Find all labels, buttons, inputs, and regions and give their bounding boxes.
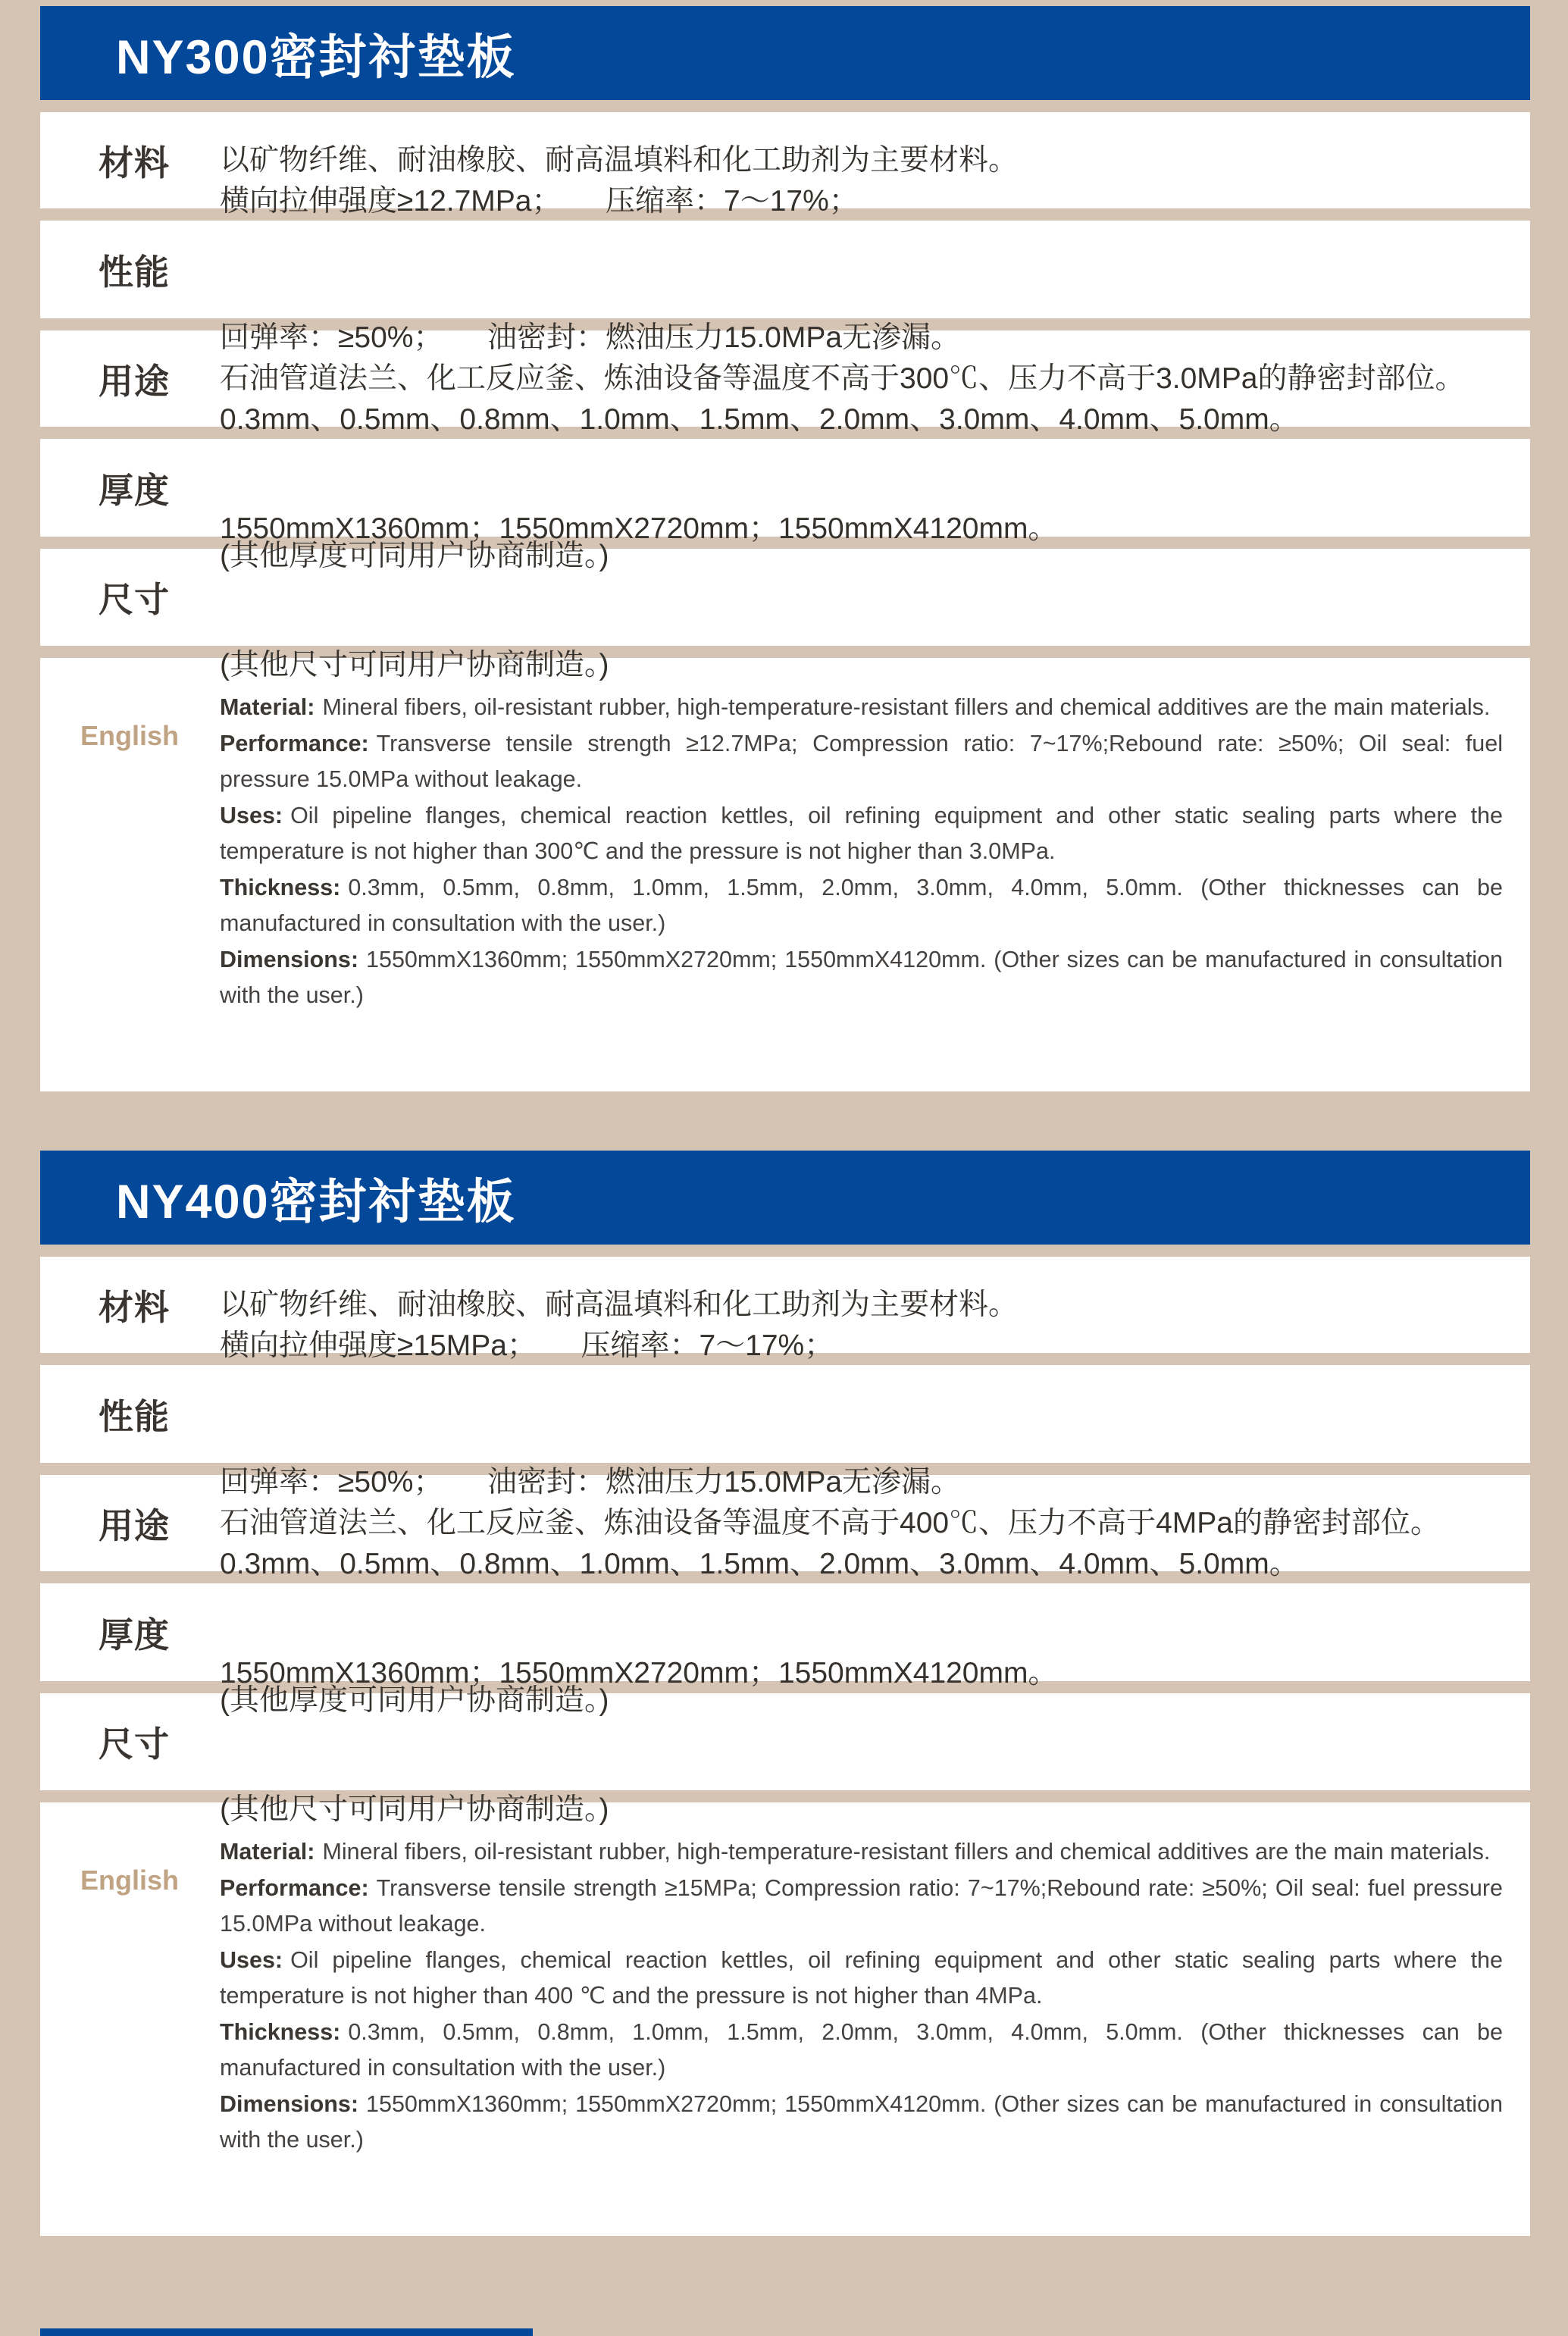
spec-line: 1550mmX1360mm；1550mmX2720mm；1550mmX4120mm。 — [220, 512, 1058, 545]
spec-line: 石油管道法兰、化工反应釜、炼油设备等温度不高于300℃、压力不高于3.0MPa的静密封部位。 — [220, 362, 1465, 395]
english-item-material — [220, 690, 1503, 726]
english-text-performance: Transverse tensile strength ≥12.7MPa; Compression ratio: 7~17%;Rebound rate: ≥50%; Oil seal: fuel pressure 15.0MPa without leakage. — [220, 730, 1503, 792]
spec-line: 0.3mm、0.5mm、0.8mm、1.0mm、1.5mm、2.0mm、3.0mm、4.0mm、5.0mm。 — [220, 402, 1299, 436]
spec-line: 横向拉伸强度≥12.7MPa； 压缩率：7～17%； — [220, 184, 859, 218]
spec-row-dimensions — [40, 1657, 1530, 1826]
english-section — [40, 1802, 1530, 2236]
english-head-uses: Uses: — [220, 802, 283, 828]
spec-label-material: 材料 — [99, 142, 170, 183]
spec-label-performance: 性能 — [99, 252, 170, 292]
spec-label-dimensions: 尺寸 — [99, 1724, 170, 1764]
spec-line: (其他厚度可同用户协商制造。) — [220, 1683, 609, 1717]
english-head-performance: Performance: — [220, 1874, 369, 1901]
spec-label-material: 材料 — [99, 1287, 170, 1327]
english-item-thickness — [220, 870, 1503, 942]
spec-row-dimensions — [40, 512, 1530, 681]
english-item-uses — [220, 1943, 1503, 2015]
english-item-material — [220, 1834, 1503, 1871]
spec-label-dimensions: 尺寸 — [99, 580, 170, 619]
english-head-performance: Performance: — [220, 730, 369, 756]
english-text-dimensions: 1550mmX1360mm; 1550mmX2720mm; 1550mmX4120mm. (Other sizes can be manufactured in consultation with the user.) — [220, 2090, 1503, 2153]
english-section — [40, 658, 1530, 1091]
spec-line: 回弹率：≥50%； 油密封：燃油压力15.0MPa无渗漏。 — [220, 321, 961, 354]
spec-line: 以矿物纤维、耐油橡胶、耐高温填料和化工助剂为主要材料。 — [220, 143, 1019, 177]
english-text-material: Mineral fibers, oil-resistant rubber, high-temperature-resistant fillers and chemical additives are the main materials. — [322, 694, 1491, 720]
english-head-uses: Uses: — [220, 1946, 283, 1973]
spec-line: 0.3mm、0.5mm、0.8mm、1.0mm、1.5mm、2.0mm、3.0mm、4.0mm、5.0mm。 — [220, 1547, 1299, 1580]
english-label: English — [80, 720, 180, 751]
spec-line: (其他尺寸可同用户协商制造。) — [220, 1793, 609, 1826]
spec-label-thickness: 厚度 — [99, 1614, 170, 1655]
english-text-dimensions: 1550mmX1360mm; 1550mmX2720mm; 1550mmX4120mm. (Other sizes can be manufactured in consultation with the user.) — [220, 946, 1503, 1008]
english-text-thickness: 0.3mm, 0.5mm, 0.8mm, 1.0mm, 1.5mm, 2.0mm, 3.0mm, 4.0mm, 5.0mm. (Other thicknesses can be manufactured in consultation with the user.) — [220, 874, 1503, 936]
english-content — [220, 1802, 1530, 2236]
spec-label-uses: 用途 — [99, 1505, 170, 1545]
spec-label-thickness: 厚度 — [99, 470, 170, 510]
spec-line: 回弹率：≥50%； 油密封：燃油压力15.0MPa无渗漏。 — [220, 1465, 961, 1498]
spec-line: 以矿物纤维、耐油橡胶、耐高温填料和化工助剂为主要材料。 — [220, 1288, 1019, 1321]
spec-line: 1550mmX1360mm；1550mmX2720mm；1550mmX4120mm。 — [220, 1657, 1058, 1689]
product-title: NY400密封衬垫板 — [116, 1175, 516, 1229]
english-item-dimensions — [220, 2087, 1503, 2159]
english-item-dimensions — [220, 942, 1503, 1014]
english-label: English — [80, 1865, 180, 1896]
english-head-thickness: Thickness: — [220, 2018, 341, 2045]
english-text-uses: Oil pipeline flanges, chemical reaction kettles, oil refining equipment and other static sealing parts where the temperature is not higher than 300℃ and the pressure is not higher than 3.0MPa. — [220, 802, 1503, 864]
spec-line: (其他厚度可同用户协商制造。) — [220, 539, 609, 572]
spec-line: 横向拉伸强度≥15MPa； 压缩率：7～17%； — [220, 1329, 834, 1362]
english-head-thickness: Thickness: — [220, 874, 341, 900]
english-item-performance — [220, 726, 1503, 798]
english-text-performance: Transverse tensile strength ≥15MPa; Compression ratio: 7~17%;Rebound rate: ≥50%; Oil seal: fuel pressure 15.0MPa without leakage. — [220, 1874, 1503, 1937]
product-section-ny300 — [40, 6, 1530, 1091]
next-section-header-cutoff — [40, 2328, 533, 2336]
english-head-dimensions: Dimensions: — [220, 946, 359, 972]
product-section-ny400 — [40, 1151, 1530, 2236]
english-head-material: Material: — [220, 694, 315, 720]
english-item-thickness — [220, 2015, 1503, 2087]
english-head-material: Material: — [220, 1839, 315, 1865]
english-text-material: Mineral fibers, oil-resistant rubber, high-temperature-resistant fillers and chemical additives are the main materials. — [322, 1839, 1491, 1865]
english-text-thickness: 0.3mm, 0.5mm, 0.8mm, 1.0mm, 1.5mm, 2.0mm, 3.0mm, 4.0mm, 5.0mm. (Other thicknesses can be manufactured in consultation with the user.) — [220, 2018, 1503, 2081]
product-title: NY300密封衬垫板 — [116, 30, 516, 84]
spec-line: 石油管道法兰、化工反应釜、炼油设备等温度不高于400℃、压力不高于4MPa的静密封部位。 — [220, 1506, 1440, 1539]
english-item-performance — [220, 1871, 1503, 1943]
english-text-uses: Oil pipeline flanges, chemical reaction kettles, oil refining equipment and other static sealing parts where the temperature is not higher than 400 ℃ and the pressure is not higher than 4MPa. — [220, 1946, 1503, 2009]
english-content — [220, 658, 1530, 1091]
spec-line: (其他尺寸可同用户协商制造。) — [220, 649, 609, 681]
spec-label-performance: 性能 — [99, 1396, 170, 1436]
english-head-dimensions: Dimensions: — [220, 2090, 359, 2117]
english-item-uses — [220, 798, 1503, 870]
spec-label-uses: 用途 — [99, 361, 170, 401]
